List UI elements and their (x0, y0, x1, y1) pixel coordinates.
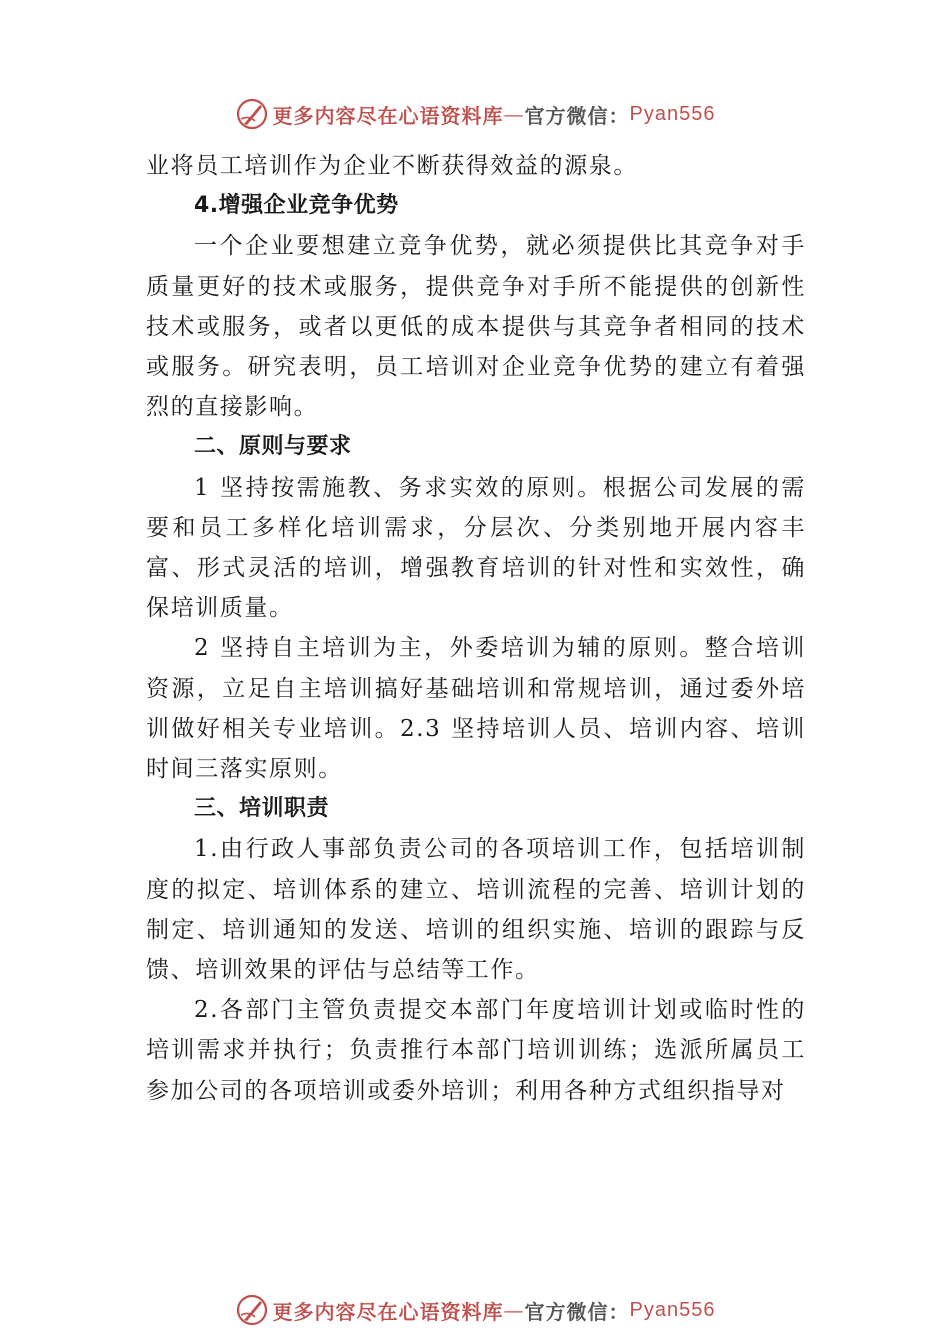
watermark-dash: — (503, 102, 525, 126)
watermark-header (0, 94, 950, 134)
paragraph-principle-2: 2 坚持自主培训为主，外委培训为辅的原则。整合培训资源，立足自主培训搞好基础培训和常规培训，通过委外培训做好相关专业培训。2.3 坚持培训人员、培训内容、培训时间三落实原则。 (146, 635, 806, 783)
paragraph-competitive-advantage: 一个企业要想建立竞争优势，就必须提供比其竞争对手质量更好的技术或服务，提供竞争对手所不能提供的创新性技术或服务，或者以更低的成本提供与其竞争者相同的技术或服务。研究表明，员工培训对企业竞争优势的建立有着强烈的直接影响。 (146, 233, 806, 421)
watermark-wechat-label: 官方微信： (524, 103, 630, 128)
section-heading-principles: 二、原则与要求 (194, 434, 352, 460)
section-heading-responsibilities: 三、培训职责 (194, 796, 330, 822)
paragraph-principle-1: 1 坚持按需施教、务求实效的原则。根据公司发展的需要和员工多样化培训需求，分层次、分类别地开展内容丰富、形式灵活的培训，增强教育培训的针对性和实效性，确保培训质量。 (146, 474, 806, 622)
watermark-text: 更多内容尽在心语资料库 (272, 1299, 504, 1324)
document-body (146, 146, 806, 1111)
watermark-dash: — (503, 1298, 525, 1322)
quill-pen-logo-icon (235, 1293, 269, 1327)
paragraph-responsibility-2: 2.各部门主管负责提交本部门年度培训计划或临时性的培训需求并执行；负责推行本部门培训训练；选派所属员工参加公司的各项培训或委外培训；利用各种方式组织指导对 (146, 997, 806, 1104)
quill-pen-logo-icon (235, 97, 269, 131)
section-heading-competitive-advantage: 4.增强企业竞争优势 (194, 193, 399, 219)
watermark-footer (0, 1290, 950, 1330)
paragraph-continuation: 业将员工培训作为企业不断获得效益的源泉。 (146, 153, 638, 179)
watermark-wechat-label: 官方微信： (524, 1299, 630, 1324)
paragraph-responsibility-1: 1.由行政人事部负责公司的各项培训工作，包括培训制度的拟定、培训体系的建立、培训流程的完善、培训计划的制定、培训通知的发送、培训的组织实施、培训的跟踪与反馈、培训效果的评估与总结等工作。 (146, 836, 806, 984)
watermark-wechat-id: Pyan556 (629, 1298, 716, 1321)
watermark-text: 更多内容尽在心语资料库 (272, 103, 504, 128)
watermark-wechat-id: Pyan556 (629, 102, 716, 125)
